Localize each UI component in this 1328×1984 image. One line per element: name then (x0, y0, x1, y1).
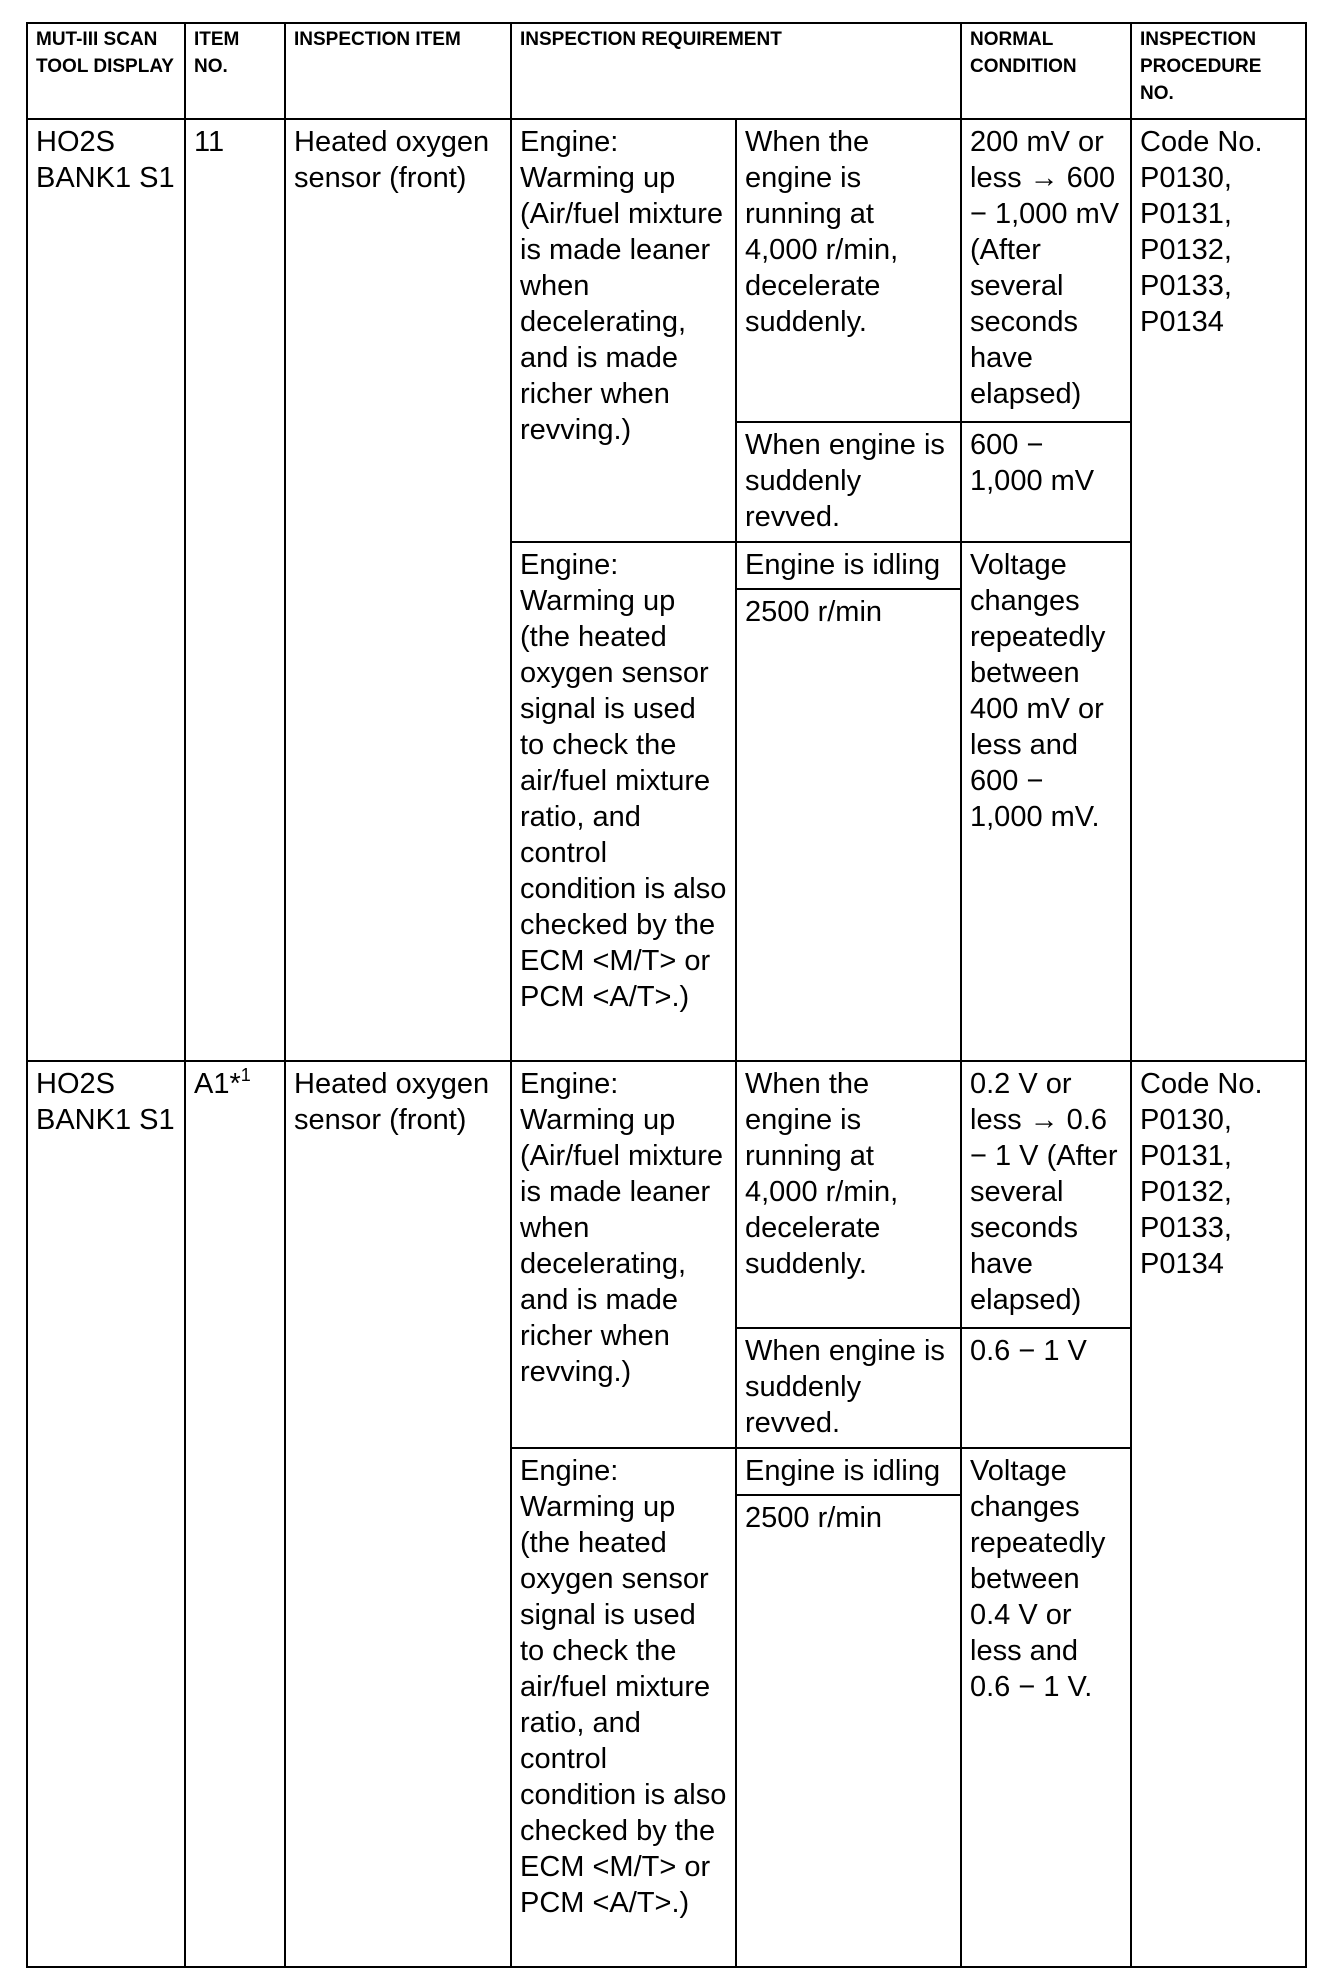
condition-cell: When engine is suddenly revved. (736, 422, 961, 542)
table-row (27, 119, 1306, 422)
condition-cell: Engine is idling (736, 542, 961, 589)
requirement-cell: Engine: Warming up (the heated oxygen sensor signal is used to check the air/fuel mixture ratio, and control condition is also checked by the ECM <M/T> or PCM <A/T>.) (511, 542, 736, 1061)
procedure-cell: Code No. P0130, P0131, P0132, P0133, P0134 (1131, 119, 1306, 1061)
normal-condition-cell: 0.2 V or less → 0.6 − 1 V (After several seconds have elapsed) (961, 1061, 1131, 1328)
normal-condition-cell: 200 mV or less → 600 − 1,000 mV (After several seconds have elapsed) (961, 119, 1131, 422)
inspection-table (26, 22, 1307, 1968)
inspection-item-cell: Heated oxygen sensor (front) (285, 119, 511, 1061)
requirement-cell: Engine: Warming up (the heated oxygen sensor signal is used to check the air/fuel mixture ratio, and control condition is also checked by the ECM <M/T> or PCM <A/T>.) (511, 1448, 736, 1967)
normal-condition-cell: Voltage changes repeatedly between 0.4 V or less and 0.6 − 1 V. (961, 1448, 1131, 1967)
display-cell: HO2S BANK1 S1 (27, 1061, 185, 1967)
procedure-cell: Code No. P0130, P0131, P0132, P0133, P0134 (1131, 1061, 1306, 1967)
display-cell: HO2S BANK1 S1 (27, 119, 185, 1061)
requirement-cell: Engine: Warming up (Air/fuel mixture is made leaner when decelerating, and is made richer when revving.) (511, 1061, 736, 1448)
header-row (27, 23, 1306, 119)
item-no-text: A1* (194, 1068, 241, 1100)
inspection-item-cell: Heated oxygen sensor (front) (285, 1061, 511, 1967)
normal-condition-cell: 0.6 − 1 V (961, 1328, 1131, 1448)
header-item-no: ITEM NO. (185, 23, 285, 119)
condition-cell: When engine is suddenly revved. (736, 1328, 961, 1448)
item-no-footnote: 1 (240, 1065, 251, 1085)
header-normal-condition: NORMAL CONDITION (961, 23, 1131, 119)
header-inspection-requirement: INSPECTION REQUIREMENT (511, 23, 961, 119)
item-no-cell (185, 1061, 285, 1967)
condition-cell: Engine is idling (736, 1448, 961, 1495)
normal-condition-cell: 600 − 1,000 mV (961, 422, 1131, 542)
header-scan-tool-display: MUT-III SCAN TOOL DISPLAY (27, 23, 185, 119)
condition-cell: When the engine is running at 4,000 r/min, decelerate suddenly. (736, 119, 961, 422)
header-inspection-procedure: INSPECTION PROCEDURE NO. (1131, 23, 1306, 119)
condition-cell: 2500 r/min (736, 1495, 961, 1967)
header-inspection-item: INSPECTION ITEM (285, 23, 511, 119)
item-no-cell (185, 119, 285, 1061)
condition-cell: When the engine is running at 4,000 r/min, decelerate suddenly. (736, 1061, 961, 1328)
normal-condition-cell: Voltage changes repeatedly between 400 mV or less and 600 − 1,000 mV. (961, 542, 1131, 1061)
condition-cell: 2500 r/min (736, 589, 961, 1061)
item-no-text: 11 (194, 126, 225, 158)
requirement-cell: Engine: Warming up (Air/fuel mixture is made leaner when decelerating, and is made richer when revving.) (511, 119, 736, 542)
table-row (27, 1061, 1306, 1328)
